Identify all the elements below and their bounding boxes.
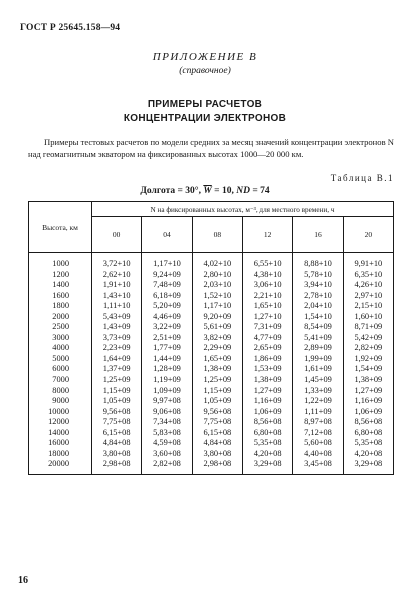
value-cell: 6,80+08	[343, 428, 393, 439]
value-cell: 7,75+08	[192, 417, 242, 428]
value-cell: 3,45+08	[293, 459, 343, 474]
caption-w-value: = 10,	[214, 186, 234, 196]
height-cell: 12000	[29, 417, 92, 428]
value-cell: 5,20+09	[142, 301, 192, 312]
height-column-header: Высота, км	[29, 202, 92, 253]
section-title-line2: КОНЦЕНТРАЦИИ ЭЛЕКТРОНОВ	[123, 113, 287, 124]
time-column-header: 20	[343, 217, 393, 253]
value-cell: 3,94+10	[293, 280, 343, 291]
value-cell: 1,44+09	[142, 354, 192, 365]
section-title-line1: ПРИМЕРЫ РАСЧЕТОВ	[147, 99, 263, 110]
caption-w-symbol: $\overline{W}$	[203, 186, 212, 196]
value-cell: 4,84+08	[92, 438, 142, 449]
value-cell: 6,18+09	[142, 291, 192, 302]
value-cell: 1,38+09	[192, 364, 242, 375]
value-cell: 2,82+09	[343, 343, 393, 354]
value-cell: 9,24+09	[142, 270, 192, 281]
height-cell: 20000	[29, 459, 92, 474]
value-cell: 1,33+09	[293, 386, 343, 397]
table-row	[29, 253, 394, 270]
height-cell: 8000	[29, 386, 92, 397]
height-cell: 1800	[29, 301, 92, 312]
value-cell: 9,56+08	[92, 407, 142, 418]
height-cell: 2000	[29, 312, 92, 323]
table-row	[29, 270, 394, 281]
table-row	[29, 354, 394, 365]
value-cell: 1,05+09	[92, 396, 142, 407]
table-row	[29, 291, 394, 302]
value-cell: 4,59+08	[142, 438, 192, 449]
value-cell: 4,02+10	[192, 253, 242, 270]
value-cell: 2,21+10	[242, 291, 292, 302]
value-cell: 1,65+09	[192, 354, 242, 365]
value-cell: 4,26+10	[343, 280, 393, 291]
value-cell: 7,31+09	[242, 322, 292, 333]
table-row	[29, 417, 394, 428]
value-cell: 9,20+09	[192, 312, 242, 323]
appendix-title: ПРИЛОЖЕНИЕ В	[152, 51, 258, 63]
value-cell: 1,17+10	[142, 253, 192, 270]
value-cell: 2,98+08	[92, 459, 142, 474]
value-cell: 3,80+08	[92, 449, 142, 460]
value-cell: 4,84+08	[192, 438, 242, 449]
value-cell: 3,29+08	[343, 459, 393, 474]
value-cell: 1,52+10	[192, 291, 242, 302]
height-cell: 10000	[29, 407, 92, 418]
value-cell: 1,11+10	[92, 301, 142, 312]
value-cell: 9,97+08	[142, 396, 192, 407]
table-row	[29, 407, 394, 418]
table-row	[29, 386, 394, 397]
time-column-header: 08	[192, 217, 242, 253]
caption-longitude: Долгота = 30°,	[140, 186, 201, 196]
value-cell: 1,54+09	[343, 364, 393, 375]
value-cell: 1,28+09	[142, 364, 192, 375]
value-cell: 1,17+10	[192, 301, 242, 312]
value-cell: 6,80+08	[242, 428, 292, 439]
value-cell: 1,16+09	[343, 396, 393, 407]
value-cell: 3,72+10	[92, 253, 142, 270]
value-cell: 2,03+10	[192, 280, 242, 291]
value-cell: 2,62+10	[92, 270, 142, 281]
height-cell: 4000	[29, 343, 92, 354]
value-cell: 1,92+09	[343, 354, 393, 365]
value-cell: 7,48+09	[142, 280, 192, 291]
height-cell: 3000	[29, 333, 92, 344]
value-cell: 5,78+10	[293, 270, 343, 281]
table-row	[29, 364, 394, 375]
document-header: ГОСТ Р 25645.158—94	[20, 23, 121, 33]
value-cell: 2,89+09	[293, 343, 343, 354]
value-cell: 3,82+09	[192, 333, 242, 344]
value-cell: 4,40+08	[293, 449, 343, 460]
height-cell: 5000	[29, 354, 92, 365]
caption-nd-value: = 74	[252, 186, 270, 196]
value-cell: 7,12+08	[293, 428, 343, 439]
value-cell: 1,43+10	[92, 291, 142, 302]
value-cell: 1,38+09	[242, 375, 292, 386]
value-cell: 1,91+10	[92, 280, 142, 291]
table-row	[29, 280, 394, 291]
value-cell: 2,80+10	[192, 270, 242, 281]
value-cell: 1,15+09	[92, 386, 142, 397]
height-cell: 18000	[29, 449, 92, 460]
value-cell: 4,38+10	[242, 270, 292, 281]
value-cell: 4,77+09	[242, 333, 292, 344]
height-cell: 9000	[29, 396, 92, 407]
value-cell: 5,41+09	[293, 333, 343, 344]
value-cell: 1,54+10	[293, 312, 343, 323]
value-cell: 2,29+09	[192, 343, 242, 354]
value-cell: 6,15+08	[92, 428, 142, 439]
value-cell: 3,22+09	[142, 322, 192, 333]
value-cell: 8,97+08	[293, 417, 343, 428]
table-row	[29, 312, 394, 323]
value-cell: 1,22+09	[293, 396, 343, 407]
value-cell: 2,04+10	[293, 301, 343, 312]
time-column-header: 00	[92, 217, 142, 253]
value-cell: 3,80+08	[192, 449, 242, 460]
value-cell: 2,78+10	[293, 291, 343, 302]
value-cell: 1,25+09	[92, 375, 142, 386]
value-cell: 2,51+09	[142, 333, 192, 344]
value-cell: 5,35+08	[242, 438, 292, 449]
value-cell: 5,35+08	[343, 438, 393, 449]
value-cell: 1,16+09	[242, 396, 292, 407]
height-cell: 1600	[29, 291, 92, 302]
table-row	[29, 459, 394, 474]
appendix-note: (справочное)	[179, 66, 231, 76]
value-cell: 1,38+09	[343, 375, 393, 386]
value-cell: 8,56+08	[242, 417, 292, 428]
value-cell: 6,55+10	[242, 253, 292, 270]
value-cell: 2,98+08	[192, 459, 242, 474]
value-cell: 2,23+09	[92, 343, 142, 354]
height-cell: 7000	[29, 375, 92, 386]
height-cell: 6000	[29, 364, 92, 375]
value-cell: 1,15+09	[192, 386, 242, 397]
table-label: Таблица В.1	[330, 173, 394, 183]
value-cell: 8,56+08	[343, 417, 393, 428]
time-column-header: 04	[142, 217, 192, 253]
table-row	[29, 301, 394, 312]
table-row	[29, 428, 394, 439]
value-cell: 1,77+09	[142, 343, 192, 354]
value-cell: 4,46+09	[142, 312, 192, 323]
value-cell: 2,82+08	[142, 459, 192, 474]
value-cell: 4,20+08	[242, 449, 292, 460]
caption-nd-symbol: ND	[236, 186, 250, 196]
value-cell: 2,15+10	[343, 301, 393, 312]
value-cell: 6,15+08	[192, 428, 242, 439]
value-cell: 1,19+09	[142, 375, 192, 386]
value-cell: 1,27+10	[242, 312, 292, 323]
height-cell: 16000	[29, 438, 92, 449]
value-cell: 8,54+09	[293, 322, 343, 333]
value-cell: 9,06+08	[142, 407, 192, 418]
value-cell: 5,83+08	[142, 428, 192, 439]
table-row	[29, 333, 394, 344]
table-row	[29, 322, 394, 333]
value-cell: 5,60+08	[293, 438, 343, 449]
value-cell: 3,60+08	[142, 449, 192, 460]
table-row	[29, 438, 394, 449]
height-cell: 1200	[29, 270, 92, 281]
value-cell: 1,86+09	[242, 354, 292, 365]
value-cell: 1,65+10	[242, 301, 292, 312]
value-cell: 5,61+09	[192, 322, 242, 333]
value-cell: 4,20+08	[343, 449, 393, 460]
value-cell: 3,29+08	[242, 459, 292, 474]
value-cell: 1,99+09	[293, 354, 343, 365]
value-cell: 9,91+10	[343, 253, 393, 270]
value-cell: 1,27+09	[343, 386, 393, 397]
table-row	[29, 375, 394, 386]
time-column-header: 16	[293, 217, 343, 253]
value-cell: 1,53+09	[242, 364, 292, 375]
time-group-header: N на фиксированных высотах, м⁻³, для местного времени, ч	[92, 202, 394, 217]
value-cell: 3,73+09	[92, 333, 142, 344]
value-cell: 8,71+09	[343, 322, 393, 333]
table-row	[29, 449, 394, 460]
value-cell: 3,06+10	[242, 280, 292, 291]
value-cell: 1,25+09	[192, 375, 242, 386]
value-cell: 1,11+09	[293, 407, 343, 418]
value-cell: 9,56+08	[192, 407, 242, 418]
value-cell: 2,65+09	[242, 343, 292, 354]
height-cell: 1000	[29, 253, 92, 270]
value-cell: 1,37+09	[92, 364, 142, 375]
time-column-header: 12	[242, 217, 292, 253]
table-row	[29, 396, 394, 407]
value-cell: 7,75+08	[92, 417, 142, 428]
page-number: 16	[18, 575, 28, 586]
table-row	[29, 343, 394, 354]
value-cell: 1,27+09	[242, 386, 292, 397]
value-cell: 6,35+10	[343, 270, 393, 281]
value-cell: 5,42+09	[343, 333, 393, 344]
value-cell: 1,64+09	[92, 354, 142, 365]
value-cell: 8,88+10	[293, 253, 343, 270]
value-cell: 5,43+09	[92, 312, 142, 323]
electron-concentration-table	[28, 201, 394, 475]
value-cell: 1,45+09	[293, 375, 343, 386]
table-caption	[0, 186, 410, 196]
value-cell: 1,06+09	[343, 407, 393, 418]
value-cell: 1,06+09	[242, 407, 292, 418]
value-cell: 1,05+09	[192, 396, 242, 407]
value-cell: 2,97+10	[343, 291, 393, 302]
value-cell: 1,60+10	[343, 312, 393, 323]
intro-paragraph: Примеры тестовых расчетов по модели средних за месяц значений концентрации электронов N над геомагнитным экватором на фиксированных высотах 1000—20 000 км.	[28, 137, 394, 160]
value-cell: 1,61+09	[293, 364, 343, 375]
height-cell: 1400	[29, 280, 92, 291]
value-cell: 1,43+09	[92, 322, 142, 333]
height-cell: 14000	[29, 428, 92, 439]
height-cell: 2500	[29, 322, 92, 333]
value-cell: 1,09+09	[142, 386, 192, 397]
value-cell: 7,34+08	[142, 417, 192, 428]
